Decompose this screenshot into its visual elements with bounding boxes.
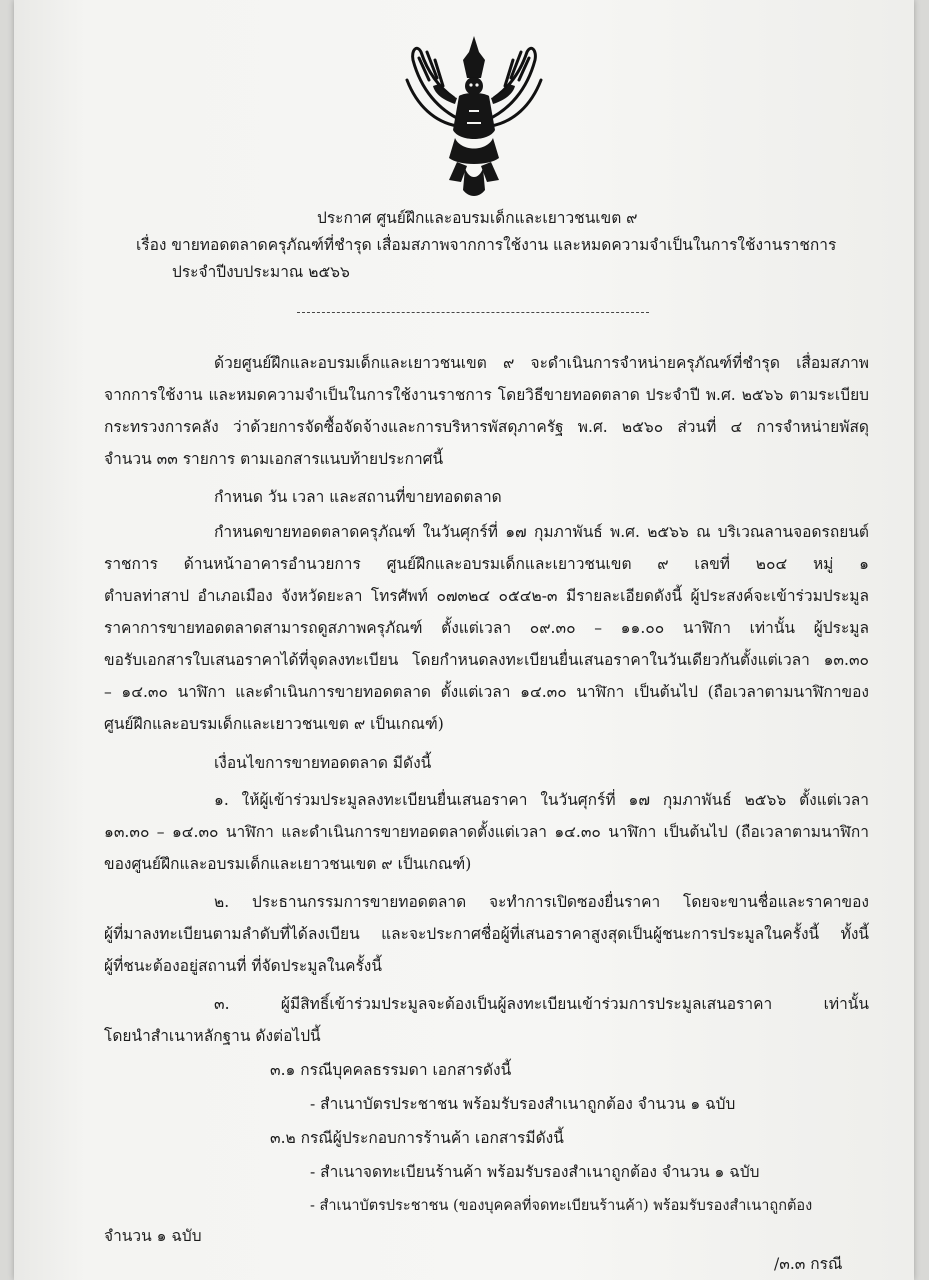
schedule-line: ขอรับเอกสารใบเสนอราคาได้ที่จุดลงทะเบียน โดยกำหนดลงทะเบียนยื่นเสนอราคาในวันเดียวกันตั้งแต่เวลา ๑๓.๓๐ [104,651,869,669]
subject-line-1: เรื่อง ขายทอดตลาดครุภัณฑ์ที่ชำรุด เสื่อมสภาพจากการใช้งาน และหมดความจำเป็นในการใช้งานราชการ [136,236,837,254]
schedule-line: ศูนย์ฝึกและอบรมเด็กและเยาวชนเขต ๙ เป็นเกณฑ์) [104,715,444,733]
schedule-line: ราคาการขายทอดตลาดสามารถดูสภาพครุภัณฑ์ ตั้งแต่เวลา ๐๙.๓๐ – ๑๑.๐๐ นาฬิกา เท่านั้น ผู้ประมูล [104,619,869,637]
condition-1-line: ๑๓.๓๐ – ๑๔.๓๐ นาฬิกา และดำเนินการขายทอดตลาดตั้งแต่เวลา ๑๔.๓๐ นาฬิกา เป็นต้นไป (ถือเวลาตามนาฬิกา [104,823,869,841]
schedule-line: กำหนดขายทอดตลาดครุภัณฑ์ ในวันศุกร์ที่ ๑๗ กุมภาพันธ์ พ.ศ. ๒๕๖๖ ณ บริเวณลานจอดรถยนต์ [214,523,869,541]
intro-line: กระทรวงการคลัง ว่าด้วยการจัดซื้อจัดจ้างและการบริหารพัสดุภาครัฐ พ.ศ. ๒๕๖๐ ส่วนที่ ๔ การจำหน่ายพัสดุ [104,418,869,436]
sub-32-tail: จำนวน ๑ ฉบับ [104,1227,202,1245]
schedule-line: – ๑๔.๓๐ นาฬิกา และดำเนินการขายทอดตลาด ตั้งแต่เวลา ๑๔.๓๐ นาฬิกา เป็นต้นไป (ถือเวลาตามนาฬิกาของ [104,683,869,701]
condition-3-line: โดยนำสำเนาหลักฐาน ดังต่อไปนี้ [104,1027,321,1045]
document-page [14,0,914,1280]
subject-line-2: ประจำปีงบประมาณ ๒๕๖๖ [172,263,350,281]
condition-3-line: ๓. ผู้มีสิทธิ์เข้าร่วมประมูลจะต้องเป็นผู้ลงทะเบียนเข้าร่วมการประมูลเสนอราคา เท่านั้น [214,995,869,1013]
condition-2-line: ๒. ประธานกรรมการขายทอดตลาด จะทำการเปิดซองยื่นราคา โดยจะขานชื่อและราคาของ [214,893,869,911]
condition-2-line: ผู้ที่มาลงทะเบียนตามลำดับที่ได้ลงเบียน และจะประกาศชื่อผู้ที่เสนอราคาสูงสุดเป็นผู้ชนะการประมูลในครั้งนี้ ทั้งนี้ [104,925,869,943]
garuda-emblem [399,30,549,202]
intro-line: ด้วยศูนย์ฝึกและอบรมเด็กและเยาวชนเขต ๙ จะดำเนินการจำหน่ายครุภัณฑ์ที่ชำรุด เสื่อมสภาพ [214,354,869,372]
schedule-line: ตำบลท่าสาป อำเภอเมือง จังหวัดยะลา โทรศัพท์ ๐๗๓๒๔ ๐๕๔๒-๓ มีรายละเอียดดังนี้ ผู้ประสงค์จะเข้าร่วมประมูล [104,587,869,605]
intro-line: จากการใช้งาน และหมดความจำเป็นในการใช้งานราชการ โดยวิธีขายทอดตลาด ประจำปี พ.ศ. ๒๕๖๖ ตามระเบียบ [104,386,869,404]
sub-32-item: - สำเนาบัตรประชาชน (ของบุคคลที่จดทะเบียนร้านค้า) พร้อมรับรองสำเนาถูกต้อง [310,1198,813,1214]
intro-line: จำนวน ๓๓ รายการ ตามเอกสารแนบท้ายประกาศนี้ [104,450,444,468]
sub-31-item: - สำเนาบัตรประชาชน พร้อมรับรองสำเนาถูกต้อง จำนวน ๑ ฉบับ [310,1095,736,1113]
condition-1-line: ๑. ให้ผู้เข้าร่วมประมูลลงทะเบียนยื่นเสนอราคา ในวันศุกร์ที่ ๑๗ กุมภาพันธ์ ๒๕๖๖ ตั้งแต่เวลา [214,791,869,809]
sub-32-item: - สำเนาจดทะเบียนร้านค้า พร้อมรับรองสำเนาถูกต้อง จำนวน ๑ ฉบับ [310,1163,760,1181]
schedule-heading: กำหนด วัน เวลา และสถานที่ขายทอดตลาด [214,488,502,506]
sub-32-title: ๓.๒ กรณีผู้ประกอบการร้านค้า เอกสารมีดังนี้ [270,1129,564,1147]
condition-2-line: ผู้ที่ชนะต้องอยู่สถานที่ ที่จัดประมูลในครั้งนี้ [104,957,382,975]
conditions-heading: เงื่อนไขการขายทอดตลาด มีดังนี้ [214,754,432,772]
separator-line [297,312,649,313]
condition-1-line: ของศูนย์ฝึกและอบรมเด็กและเยาวชนเขต ๙ เป็นเกณฑ์) [104,855,472,873]
announcement-title: ประกาศ ศูนย์ฝึกและอบรมเด็กและเยาวชนเขต ๙ [317,209,638,227]
sub-31-title: ๓.๑ กรณีบุคคลธรรมดา เอกสารดังนี้ [270,1061,512,1079]
schedule-line: ราชการ ด้านหน้าอาคารอำนวยการ ศูนย์ฝึกและอบรมเด็กและเยาวชนเขต ๙ เลขที่ ๒๐๔ หมู่ ๑ [104,555,869,573]
continuation-marker: /๓.๓ กรณี [774,1255,843,1273]
